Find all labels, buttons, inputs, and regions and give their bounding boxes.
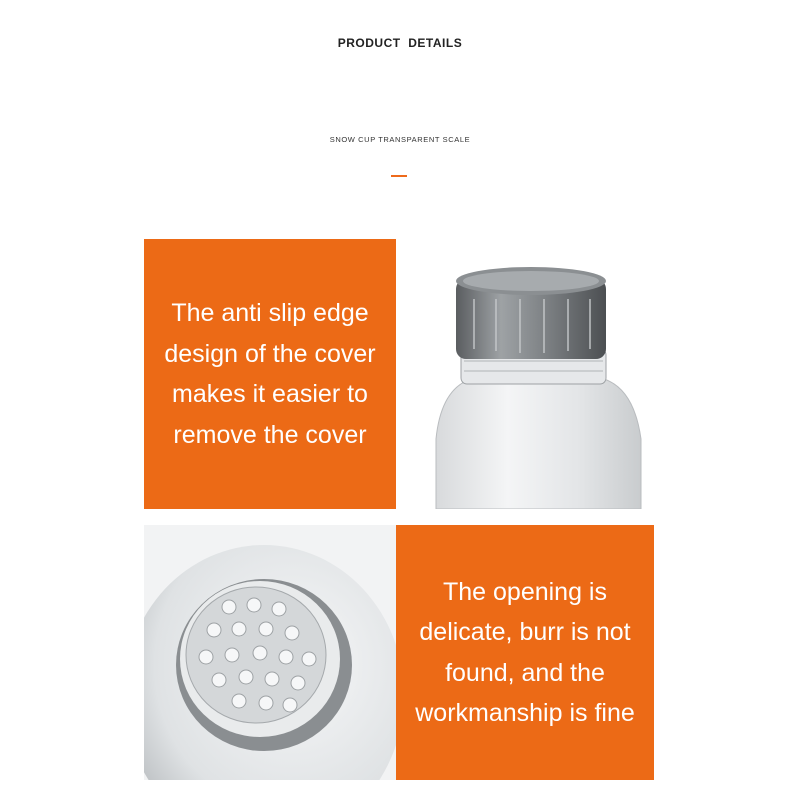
feature-panel-cover (144, 239, 396, 509)
feature-text-opening: The opening is delicate, burr is not found, and the workmanship is fine (415, 577, 635, 727)
feature-panel-opening (396, 525, 654, 780)
page-subtitle: SNOW CUP TRANSPARENT SCALE (329, 135, 471, 144)
shaker-strainer-photo (144, 525, 396, 780)
accent-divider (391, 175, 407, 177)
shaker-cap-photo (396, 239, 654, 509)
feature-text-cover: The anti slip edge design of the cover makes it easier to remove the cover (164, 299, 376, 449)
page-title: PRODUCT DETAILS (337, 36, 463, 50)
